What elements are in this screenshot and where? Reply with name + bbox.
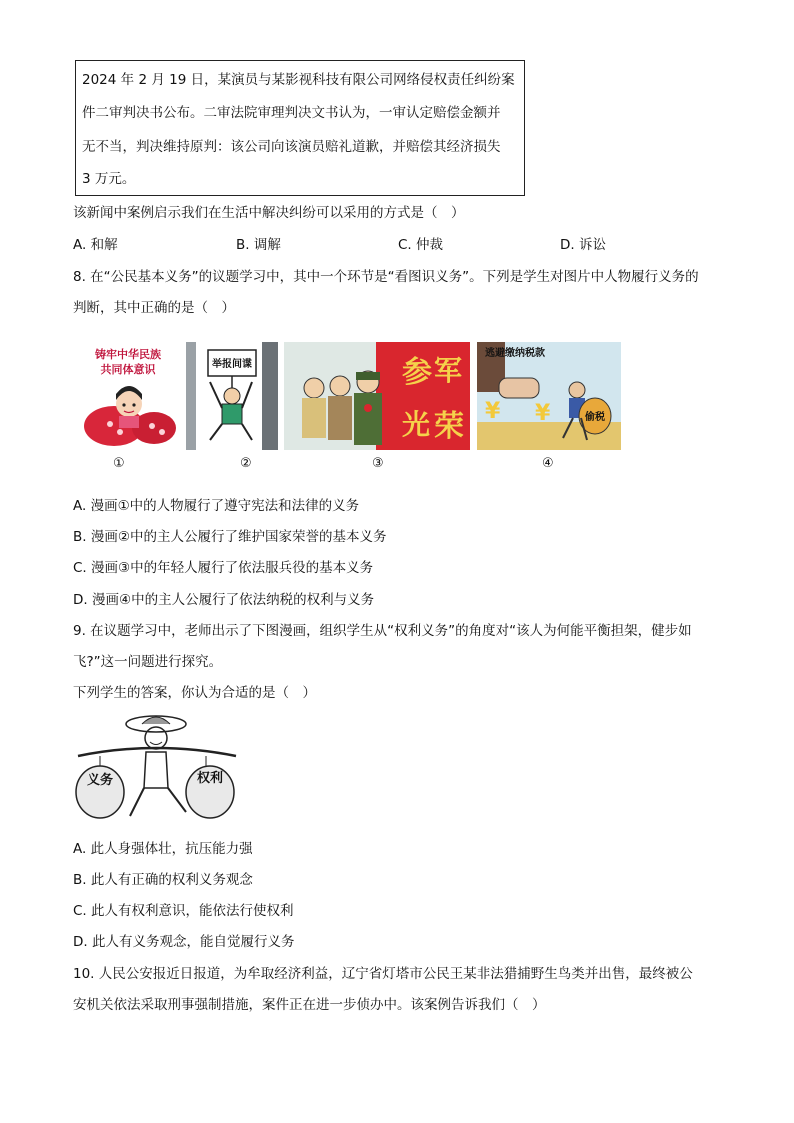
q10-stem-line-1: 10. 人民公安报近日报道，为牟取经济利益，辽宁省灯塔市公民王某非法猎捕野生鸟类并出售，最终被公 <box>73 966 693 982</box>
q8-option-b[interactable]: B. 漫画②中的主人公履行了维护国家荣誉的基本义务 <box>73 529 387 545</box>
news-line-2: 件二审判决书公布。二审法院审理判决文书认为，一审认定赔偿金额并 <box>82 105 501 121</box>
news-line-1: 2024 年 2 月 19 日，某演员与某影视科技有限公司网络侵权责任纠纷案 <box>82 72 515 88</box>
q7-option-b[interactable]: B. 调解 <box>236 237 281 253</box>
cartoon-2-image <box>186 342 278 450</box>
q9-option-a[interactable]: A. 此人身强体壮，抗压能力强 <box>73 841 253 857</box>
svg-text:铸牢中华民族: 铸牢中华民族 <box>95 348 161 361</box>
svg-text:¥: ¥ <box>535 401 551 426</box>
cartoon-left-bag-label: 义务 <box>86 773 114 788</box>
svg-text:共同体意识: 共同体意识 <box>100 363 156 376</box>
q9-option-d[interactable]: D. 此人有义务观念，能自觉履行义务 <box>73 934 295 950</box>
q7-option-d[interactable]: D. 诉讼 <box>560 237 606 253</box>
q8-option-a[interactable]: A. 漫画①中的人物履行了遵守宪法和法律的义务 <box>73 498 360 514</box>
cartoon-2-caption: ② <box>240 456 252 471</box>
q9-stem-line-1: 9. 在议题学习中，老师出示了下图漫画，组织学生从“权利义务”的角度对“该人为何能平衡担架，健步如 <box>73 623 692 639</box>
cartoon-3-image <box>284 342 470 450</box>
q9-stem-line-3: 下列学生的答案，你认为合适的是（ ） <box>73 685 316 701</box>
q8-option-d[interactable]: D. 漫画④中的主人公履行了依法纳税的权利与义务 <box>73 592 375 608</box>
cartoon-3-caption: ③ <box>372 456 384 471</box>
cartoon-1-caption: ① <box>113 456 125 471</box>
q7-stem: 该新闻中案例启示我们在生活中解决纠纷可以采用的方式是（ ） <box>73 205 465 221</box>
q9-stem-line-2: 飞?”这一问题进行探究。 <box>73 654 223 670</box>
q8-option-c[interactable]: C. 漫画③中的年轻人履行了依法服兵役的基本义务 <box>73 560 374 576</box>
q7-option-a[interactable]: A. 和解 <box>73 237 118 253</box>
svg-text:军: 军 <box>434 354 463 387</box>
news-box <box>75 60 525 196</box>
svg-text:偷税: 偷税 <box>585 412 605 423</box>
news-line-3: 无不当，判决维持原判：该公司向该演员赔礼道歉，并赔偿其经济损失 <box>82 139 501 155</box>
svg-text:参: 参 <box>402 355 432 390</box>
q8-stem-line-2: 判断，其中正确的是（ ） <box>73 300 235 316</box>
q9-cartoon-image <box>74 712 240 830</box>
svg-text:逃避缴纳税款: 逃避缴纳税款 <box>485 348 545 359</box>
cartoon-4-caption: ④ <box>542 456 554 471</box>
q9-option-b[interactable]: B. 此人有正确的权利义务观念 <box>73 872 253 888</box>
cartoon-4-image <box>477 342 621 450</box>
svg-text:光: 光 <box>402 408 431 441</box>
svg-text:荣: 荣 <box>434 409 464 444</box>
q9-option-c[interactable]: C. 此人有权利意识，能依法行使权利 <box>73 903 294 919</box>
news-line-4: 3 万元。 <box>82 171 136 187</box>
q7-option-c[interactable]: C. 仲裁 <box>398 237 444 253</box>
svg-text:举报间谍: 举报间谍 <box>212 359 252 370</box>
svg-text:¥: ¥ <box>485 399 501 424</box>
q10-stem-line-2: 安机关依法采取刑事强制措施，案件正在进一步侦办中。该案例告诉我们（ ） <box>73 997 546 1013</box>
cartoon-1-image <box>74 342 182 450</box>
cartoon-right-bag-label: 权利 <box>196 771 224 786</box>
q8-stem-line-1: 8. 在“公民基本义务”的议题学习中，其中一个环节是“看图识义务”。下列是学生对图片中人物履行义务的 <box>73 269 699 285</box>
